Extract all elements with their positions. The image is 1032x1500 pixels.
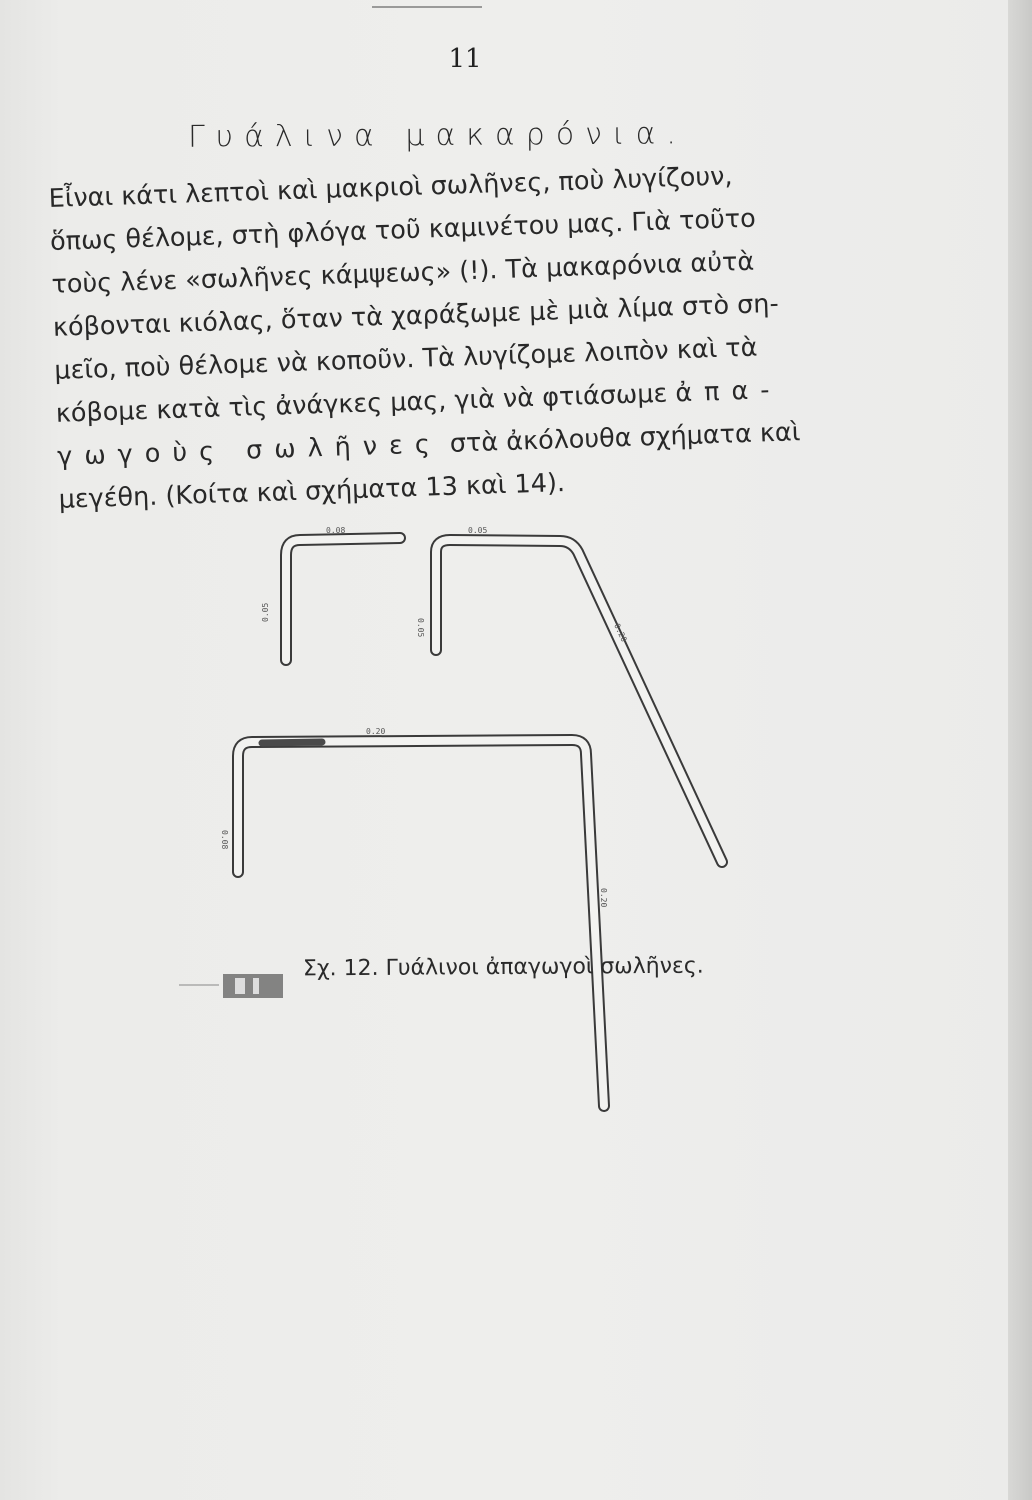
caption-print-mark bbox=[175, 968, 287, 1002]
tube3-top-dimension: 0.20 bbox=[366, 727, 386, 736]
figure-caption: Σχ. 12. Γυάλινοι ἀπαγωγοὶ σωλῆνες. bbox=[302, 953, 704, 982]
body-line-6-text: κόβομε κατὰ τὶς ἀνάγκες μας, γιὰ νὰ φτιάσωμε bbox=[55, 378, 668, 429]
body-line-2: ὅπως θέλομε, στὴ φλόγα τοῦ καμινέτου μας. Γιὰ τοῦτο bbox=[49, 203, 757, 257]
body-line-4: κόβονται κιόλας, ὅταν τὰ χαράξωμε μὲ μιὰ λίμα στὸ ση- bbox=[52, 288, 780, 343]
tube1-side-dimension: 0.05 bbox=[261, 602, 270, 622]
tube-3 bbox=[238, 740, 604, 1106]
tube-1 bbox=[286, 538, 400, 660]
tube2-top-dimension: 0.05 bbox=[468, 526, 488, 535]
spaced-word-2: γωγοὺς σωλῆνες bbox=[56, 429, 443, 472]
tube2-side-dimension: 0.05 bbox=[416, 618, 425, 638]
page-heading: Γυάλινα μακαρόνια. bbox=[187, 116, 687, 155]
body-line-1: Εἶναι κάτι λεπτοὶ καὶ μακριοὶ σωλῆνες, ποὺ λυγίζουν, bbox=[48, 161, 733, 214]
spaced-word-1: ἀπα- bbox=[674, 374, 782, 409]
tube-2 bbox=[436, 540, 722, 862]
body-line-3: τοὺς λένε «σωλῆνες κάμψεως» (!). Τὰ μακαρόνια αὐτὰ bbox=[51, 246, 755, 300]
page-number: 11 bbox=[448, 44, 482, 74]
tube2-diagonal-dimension: 0.20 bbox=[612, 622, 629, 644]
body-line-5: μεῖο, ποὺ θέλομε νὰ κοποῦν. Τὰ λυγίζομε λοιπὸν καὶ τὰ bbox=[53, 332, 758, 386]
body-line-7-text: στὰ ἀκόλουθα σχήματα καὶ bbox=[449, 417, 801, 459]
body-line-8: μεγέθη. (Κοίτα καὶ σχήματα 13 καὶ 14). bbox=[58, 468, 566, 515]
tube1-top-dimension: 0.08 bbox=[326, 526, 346, 535]
tube3-left-dimension: 0.08 bbox=[220, 830, 229, 850]
tube3-right-dimension: 0.20 bbox=[599, 888, 608, 908]
